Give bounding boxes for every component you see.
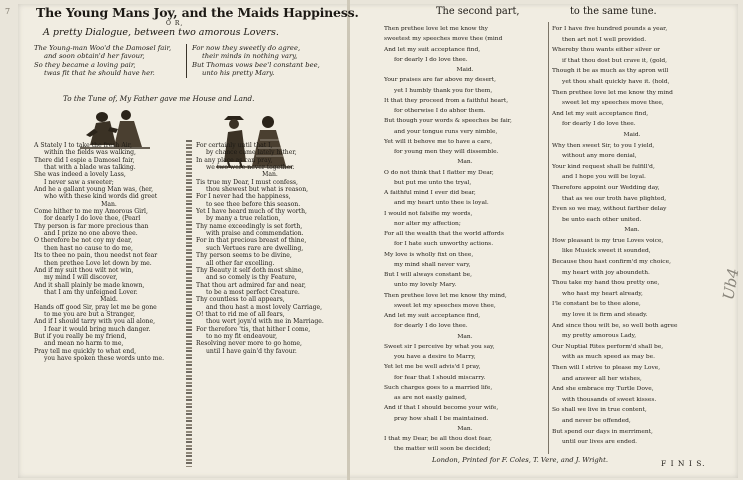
text-line: Because thou hast confirm'd my choice, [552,259,671,266]
text-line: Resolving never more to go home, [196,340,302,348]
text-line: as are not easily gained, [394,395,467,401]
text-line: sweet let my speeches move thee, [394,302,496,309]
text-line: thou wert joyn'd with me in Marriage. [206,318,324,326]
text-line: and mean no harm to me, [44,340,124,348]
text-line: And it shall plainly be made known, [34,281,145,289]
text-line: nor alter my affection; [394,220,461,227]
text-line: A Stately I to take the fresh Air, [34,142,132,149]
text-line: that I am thy unfeigned Lover. [44,288,138,296]
text-line: And let my suit acceptance find, [552,110,649,117]
text-line: Then prethee love let me know thy mind [552,89,673,96]
finis-mark: F I N I S. [661,459,706,468]
text-line: with thousands of sweet kisses. [562,396,657,403]
text-line: And if I should tarry with you all alone, [34,318,156,326]
text-line: Why then sweet Sir, to you I yield, [552,142,655,149]
text-line: to no my fit endeavour, [206,332,278,340]
text-line: yet thou shalt quickly have it. (hold, [562,78,670,85]
ornamental-divider [186,140,192,467]
text-line: Yet I have heard much of thy worth, [196,208,307,216]
text-line: But I will always constant be, [384,272,473,278]
text-line: For I have five hundred pounds a year, [552,26,668,32]
text-line: and so comely is thy Feature, [206,274,297,282]
intro-verse-right [192,44,320,77]
text-line: for dearly I do love thee. [394,56,468,63]
text-line: Your praises are far above my desert, [384,77,496,84]
text-line: if that thou dost but crave it, (gold, [562,57,668,64]
text-line: I fear it would bring much danger. [44,325,151,333]
text-line: pray how shall I be maintained. [394,415,489,422]
text-line: I that my Dear, be all thou dost fear, [384,436,492,442]
text-line: for dearly I do love thee, (Pearl [44,215,141,223]
text-line: for otherwise I do abhor them. [394,108,486,114]
text-line: that as we our troth have plighted, [562,195,667,202]
verse-line: But Thomas vows bee'l constant bee, [192,60,320,69]
text-line: Come hither to me my Amorous Girl, [34,208,148,216]
text-line: then hast no cause to do me, [44,244,133,252]
right-column-2 [552,24,712,456]
text-line: Therefore appoint our Wedding day, [552,184,660,191]
text-line: She was indeed a lovely Lass, [34,171,126,179]
text-line: yet I humbly thank you for them, [394,87,493,94]
text-line: But spend our days in merriment, [552,428,653,435]
text-line: My love is wholly fixt on thee, [384,251,474,258]
text-line: with praise and commendation. [206,230,304,238]
text-line: For all the wealth that the world affords [384,231,504,237]
text-line: my love it is firm and steady. [562,312,648,319]
text-line: my pretty amorous Lady, [562,333,637,340]
text-line: like Musick sweet it sounded, [562,248,651,255]
text-line: How pleasant is my true Loves voice, [552,237,664,244]
text-line: But though your words & speeches be fair, [384,118,512,125]
text-line: Then will I strive to please my Love, [552,365,661,371]
text-line: Sweet sir I perceive by what you say, [384,343,495,350]
title-or: O R, [166,20,184,27]
pencil-annotation: Ub4 [719,266,743,302]
text-line: Its to thee no pain, thou needst not fear [34,252,158,260]
corner-mark: 7 [5,7,11,16]
text-line: for young men they will dissemble. [394,149,499,155]
text-line: Thou take my hand thou pretty one, [552,280,660,287]
text-line: I would not falsifie my words, [384,210,473,217]
text-line: Hands off good Sir, pray let me be gone [34,303,157,311]
text-line: and your tongue runs very nimble, [394,128,498,135]
intro-verse-left [34,44,171,77]
left-column-1 [34,142,184,472]
text-line: And let my suit acceptance find, [384,46,481,53]
text-line: For in that precious breast of thine, [196,237,307,245]
text-line: Thy name exceedingly is set forth, [196,222,303,230]
text-line: sweet let my speeches move thee, [562,100,664,107]
verse-line: unto his pretty Mary. [202,68,275,77]
speaker-label: Maid. [623,131,641,138]
ballad-title: The Young Mans Joy, and the Maids Happiness. [36,5,359,20]
text-line: my mind I will discover, [44,274,118,282]
text-line: my heart with joy aboundeth. [562,269,650,276]
text-line: Thy Beauty it self doth most shine, [196,266,304,274]
text-line: to be a most perfect Creature. [206,288,300,296]
verse-line: For now they sweetly do agree, [192,44,301,52]
text-line: then art not I well provided. [562,36,647,43]
text-line: There did I espie a Damosel fair, [34,156,135,164]
text-line: I never saw a sweeter; [44,178,114,186]
text-line: until I have gain'd thy favour. [206,347,297,355]
text-line: For certainly until that I, [196,142,273,149]
text-line: for dearly I do love thee. [562,121,636,128]
text-line: O do not think that I flatter my Dear, [384,169,494,176]
text-line: A faithful mind I ever did bear, [384,190,476,196]
text-line: and answer all her wishes, [562,375,642,382]
verse-line: twas fit that he should have her. [44,68,155,77]
speaker-label: Man. [457,333,473,340]
text-line: I'le constant be to thee alone, [552,301,641,308]
text-line: And let my suit acceptance find, [384,313,481,319]
text-line: and my heart unto thee is loyal. [394,200,489,207]
text-line: So shall we live in true content, [552,407,647,414]
text-line: Thy countless to all appears, [196,296,285,304]
text-line: For therefore 'tis, that hither I come, [196,325,311,333]
text-line: be unto each other united. [562,216,642,223]
text-line: Our Nuptial Rites perform'd shall be, [552,343,664,350]
text-line: you have spoken these words unto me. [44,354,165,362]
text-line: sweetest my speeches move thee (mind [384,36,503,43]
text-line: Such charges goes to a married life, [384,384,493,391]
text-line: to see thee before this season. [206,200,301,208]
text-line: And he a gallant young Man was, (her, [34,186,154,194]
text-line: O therefore be not coy my dear, [34,237,133,245]
text-line: you have a desire to Marry, [394,354,476,360]
text-line: O! that to rid me of all fears, [196,310,285,318]
verse-line: So they became a loving pair, [34,60,136,69]
text-line: unto my lovely Mary. [394,282,457,289]
printer-imprint: London, Printed for F. Coles, T. Vere, and J. Wright. [432,456,608,464]
text-line: but put me unto the tryal, [394,179,472,186]
text-line: And she embrace my Turtle Dove, [552,386,654,393]
text-line: And since thou wilt be, so well both agree [552,322,678,329]
text-line: Then prethee love let me know thy mind, [384,292,507,299]
text-line: And if my suit thou wilt not win, [34,266,134,274]
right-column-1 [384,24,546,454]
speaker-label: Man. [624,227,640,234]
text-line: In any place as can pray, [196,156,273,164]
text-line: and I prize no one above thee. [44,230,138,238]
text-line: For I never had the happiness, [196,193,291,201]
text-line: Then prethee love let me know thy [384,26,488,32]
text-line: Thy person is far more precious than [34,222,149,230]
verse-line: and soon obtain'd her favour, [44,52,145,61]
text-line: that with a blade was talking. [44,164,136,172]
text-line: the matter will soon be decided; [394,446,491,453]
text-line: It that they proceed from a faithful heart, [384,97,509,104]
text-line: Whereby thou wants either silver or [552,47,660,54]
text-line: for I hate such unworthy actions. [394,241,494,248]
text-line: all other far excelling. [206,259,275,267]
text-line: Your kind request shall be fulfill'd, [552,163,655,170]
text-line: Yet will it behove me to have a care, [384,138,493,145]
speaker-label: Man. [262,171,278,179]
text-line: within the fields was walking, [44,149,136,157]
text-line: and never be offended, [562,417,631,424]
text-line: That thou art admired far and near, [196,281,306,289]
text-line: And if that I should become your wife, [384,405,499,412]
verse-line: The Young-man Woo'd the Damosel fair, [34,44,172,52]
text-line: who with these kind words did greet [44,193,158,201]
text-line: Pray tell me quickly to what end, [34,347,137,355]
speaker-label: Maid. [100,296,118,304]
text-line: who hast my heart already, [562,290,643,297]
text-line: without any more denial, [562,153,637,160]
column-rule [548,22,549,454]
verse-line: their minds in nothing vary, [202,52,298,61]
same-tune-heading: to the same tune. [570,6,657,17]
text-line: and I hope you will be loyal. [562,174,646,181]
text-line: Though it be as much as thy apron will [552,68,669,75]
text-line: with as much speed as may be. [562,354,655,361]
second-part-heading: The second part, [436,6,520,17]
text-line: Tis true my Dear, I must confess, [196,178,298,186]
text-line: my mind shall never vary, [394,261,471,268]
text-line: such Vertues rare are dwelling, [206,244,304,252]
text-line: then prethee Love let down by me. [44,259,152,267]
speaker-label: Man. [457,159,473,166]
text-line: thou shewest but what is reason, [206,186,309,194]
text-line: Yet let me be well advis'd I pray, [384,364,481,371]
verse-divider [186,44,187,78]
speaker-label: Man. [101,200,117,208]
center-fold [347,0,350,480]
text-line: But if you really be my friend, [34,332,127,340]
text-line: and thou hast a most lovely Carriage, [206,303,323,311]
text-line: for fear that I should miscarry. [394,374,486,381]
speaker-label: Maid. [456,67,474,73]
text-line: for dearly I do love thee. [394,323,468,330]
text-line: to me you are but a Stranger, [44,310,136,318]
text-line: Thy person seems to be divine, [196,252,292,260]
speaker-label: Man. [457,425,473,432]
text-line: until our lives are ended. [562,439,637,446]
ballad-subtitle: A pretty Dialogue, between two amorous Lovers. [43,27,279,38]
text-line: by chance came lately hither, [206,149,297,157]
left-column-2 [196,142,344,472]
tune-line: To the Tune of, My Father gave me House and Land. [63,94,255,103]
text-line: Even so we may, without farther delay [552,206,667,213]
text-line: we two were never together. [206,164,295,172]
text-line: by many a true relation, [206,215,281,223]
